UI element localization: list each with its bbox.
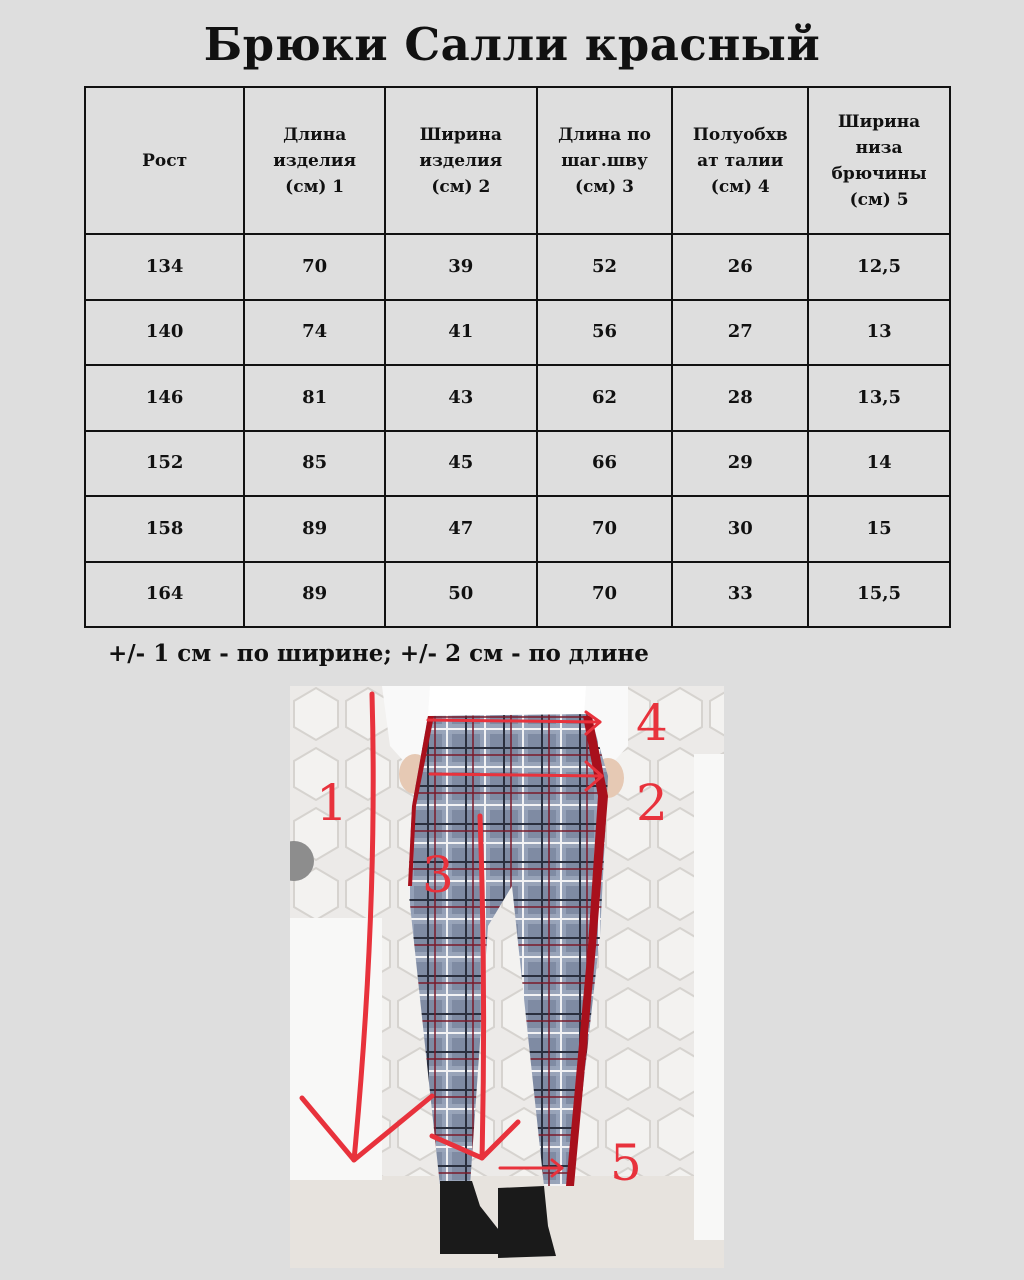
header-inseam: Длина по шаг.шву (см) 3 — [537, 87, 673, 234]
header-width: Ширина изделия (см) 2 — [385, 87, 537, 234]
table-cell: 66 — [537, 431, 673, 497]
tolerance-note: +/- 1 см - по ширине; +/- 2 см - по длине — [108, 640, 649, 667]
measure-label-4: 4 — [636, 694, 668, 752]
table-cell: 12,5 — [808, 234, 950, 300]
table-cell: 29 — [672, 431, 808, 497]
header-leg-opening: Ширина низа брючины (см) 5 — [808, 87, 950, 234]
white-shirt — [428, 686, 586, 716]
table-cell: 62 — [537, 365, 673, 431]
table-cell: 30 — [672, 496, 808, 562]
header-half-waist: Полуобхв ат талии (см) 4 — [672, 87, 808, 234]
measure-arrow-waist — [428, 720, 600, 722]
table-cell: 85 — [244, 431, 385, 497]
table-cell: 70 — [537, 562, 673, 628]
table-cell: 45 — [385, 431, 537, 497]
table-cell: 164 — [85, 562, 244, 628]
table-cell: 41 — [385, 300, 537, 366]
table-cell: 70 — [537, 496, 673, 562]
table-cell: 28 — [672, 365, 808, 431]
table-cell: 47 — [385, 496, 537, 562]
measure-arrow-width — [430, 774, 602, 776]
table-row — [85, 431, 950, 497]
measure-label-1: 1 — [316, 774, 348, 832]
table-cell: 39 — [385, 234, 537, 300]
table-cell: 81 — [244, 365, 385, 431]
table-cell: 134 — [85, 234, 244, 300]
table-cell: 27 — [672, 300, 808, 366]
table-cell: 152 — [85, 431, 244, 497]
table-cell: 158 — [85, 496, 244, 562]
table-row — [85, 300, 950, 366]
table-cell: 26 — [672, 234, 808, 300]
table-cell: 15,5 — [808, 562, 950, 628]
table-cell: 14 — [808, 431, 950, 497]
table-cell: 89 — [244, 496, 385, 562]
table-cell: 56 — [537, 300, 673, 366]
header-height: Рост — [85, 87, 244, 234]
measure-label-2: 2 — [636, 774, 668, 832]
table-cell: 33 — [672, 562, 808, 628]
measure-label-5: 5 — [610, 1134, 642, 1192]
size-table — [84, 86, 951, 628]
table-cell: 74 — [244, 300, 385, 366]
product-photo — [290, 686, 724, 1268]
table-cell: 52 — [537, 234, 673, 300]
table-row — [85, 562, 950, 628]
table-header-row — [85, 87, 950, 234]
table-row — [85, 365, 950, 431]
table-cell: 50 — [385, 562, 537, 628]
measure-label-3: 3 — [422, 846, 454, 904]
table-cell: 13,5 — [808, 365, 950, 431]
table-cell: 70 — [244, 234, 385, 300]
table-row — [85, 496, 950, 562]
header-length: Длина изделия (см) 1 — [244, 87, 385, 234]
table-cell: 15 — [808, 496, 950, 562]
page-title: Брюки Салли красный — [203, 18, 821, 71]
table-cell: 89 — [244, 562, 385, 628]
table-cell: 146 — [85, 365, 244, 431]
right-pedestal — [694, 754, 724, 1240]
table-cell: 43 — [385, 365, 537, 431]
table-cell: 140 — [85, 300, 244, 366]
table-row — [85, 234, 950, 300]
table-cell: 13 — [808, 300, 950, 366]
